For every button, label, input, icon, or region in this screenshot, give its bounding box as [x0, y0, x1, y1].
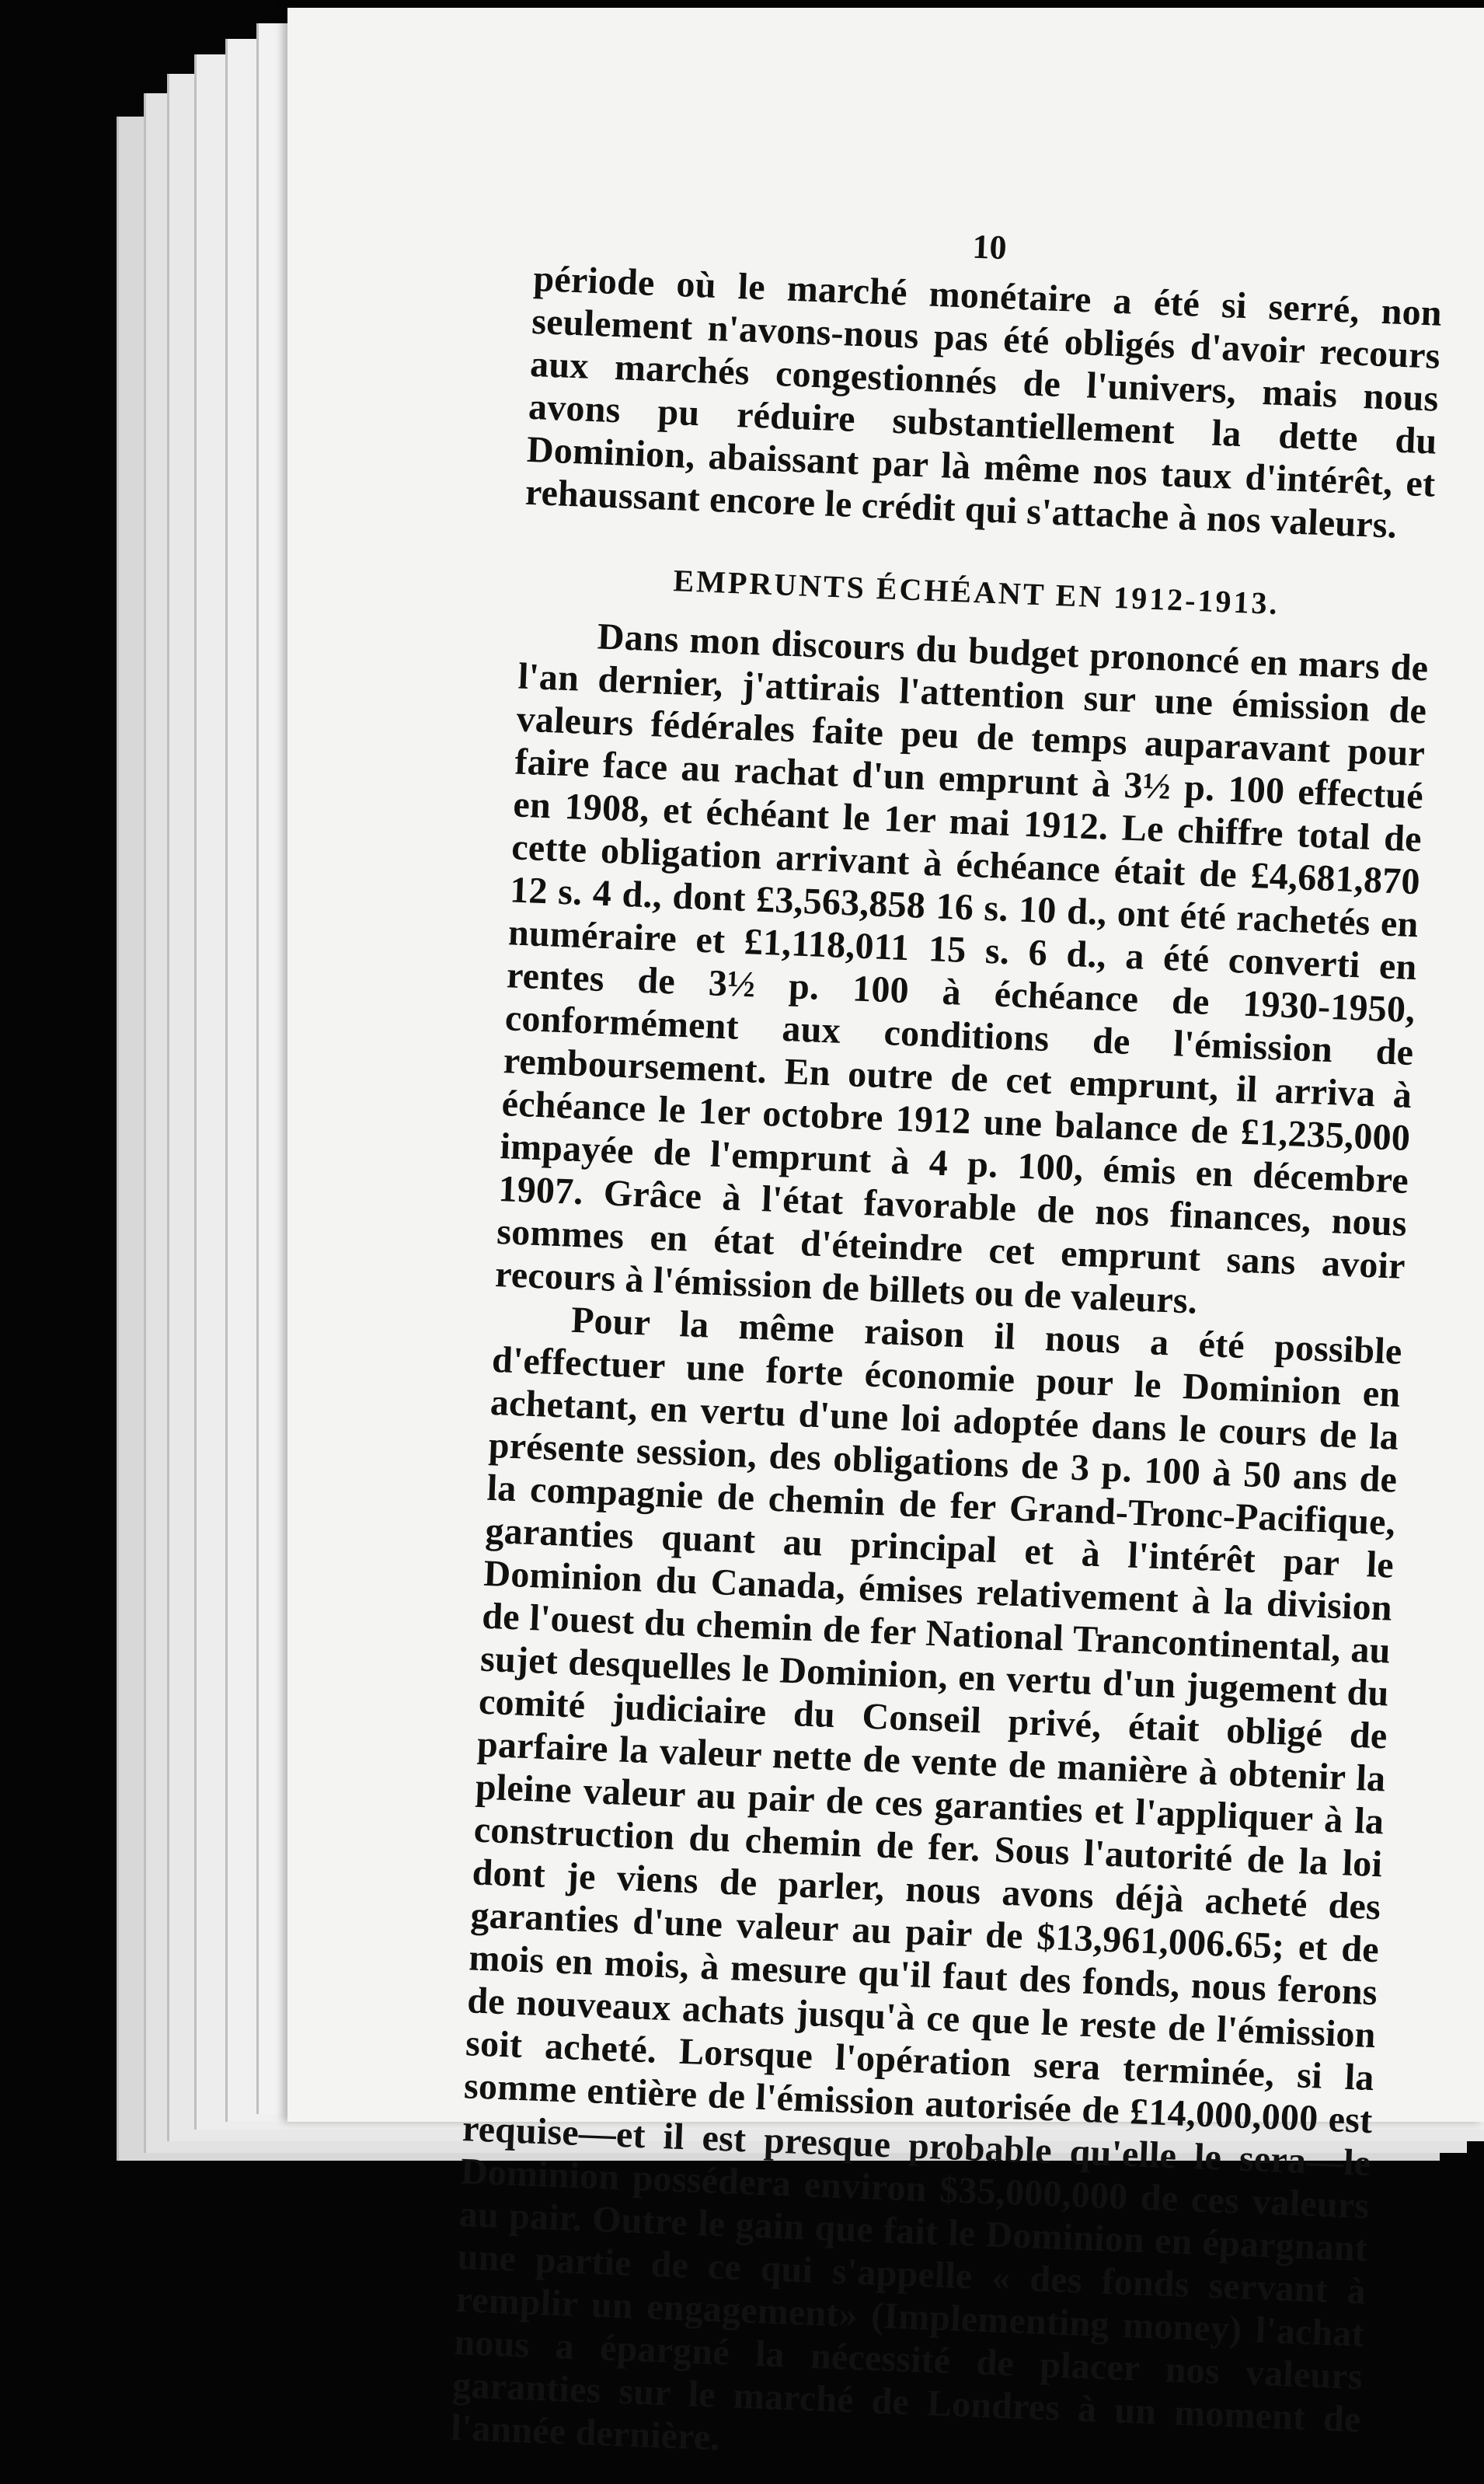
section-heading: EMPRUNTS ÉCHÉANT EN 1912-1913. — [672, 563, 1280, 622]
paragraph-2: Dans mon discours du budget prononcé en mars de l'an dernier, j'attirais l'attention sur une émission de valeurs fédérales faite peu de temps auparavant pour faire face au rachat d'un emprunt à 3½ p. 100 effectué en 1908, et échéant le 1er mai 1912. Le chiffre total de cette obligation arrivant à échéance était de £4,681,870 12 s. 4 d., dont £3,563,858 16 s. 10 d., ont été rachetés en numéraire et £1,118,011 15 s. 6 d., a été converti en rentes de 3½ p. 100 à échéance de 1930-1950, conformément aux conditions de l'émission de remboursement. En outre de cet emprunt, il arriva à échéance le 1er octobre 1912 une balance de £1,235,000 impayée de l'emprunt à 4 p. 100, émis en décembre 1907. Grâce à l'état favorable de nos finances, nous sommes en état d'éteindre cet emprunt sans avoir recours à l'émission de billets ou de valeurs. — [494, 616, 1430, 1322]
paragraph-3: Pour la même raison il nous a été possible d'effectuer une forte économie pour le Dominion en achetant, en vertu d'une loi adoptée dans le cours de la présente session, des obligations de 3 p. 100 à 50 ans de la compagnie de chemin de fer Grand-Tronc-Pacifique, garanties quant au principal et à l'intérêt par le Dominion du Canada, émises relativement à la division de l'ouest du chemin de fer National Trancontinental, au sujet desquelles le Dominion, en vertu d'un jugement du comité judiciaire du Conseil privé, était obligé de parfaire la valeur nette de vente de manière à obtenir la pleine valeur au pair de ces garanties et l'appliquer à la construction du chemin de fer. Sous l'autorité de la loi dont je viens de parler, nous avons déjà acheté des garanties d'une valeur au pair de $13,961,006.65; et de mois en mois, à mesure qu'il faut des fonds, nous ferons de nouveaux achats jusqu'à ce que le reste de l'émission soit acheté. Lorsque l'opération sera terminée, si la somme entière de l'émission autorisée de £14,000,000 est requise—et il est presque probable qu'elle le sera—le Dominion possédera environ $35,000,000 de ces valeurs au pair. Outre le gain que fait le Dominion en épargnant une partie de ce qui s'appelle « des fonds servant à remplir un engagement» (Implementing money) l'achat nous a épargné la nécessité de placer nos valeurs garanties sur le marché de Londres à un moment de l'année dernière. — [450, 1299, 1403, 2459]
page-number: 10 — [971, 227, 1008, 267]
paragraph-1: période où le marché monétaire a été si serré, non seulement n'avons-nous pas été obligés d'avoir recours aux marchés congestionnés de l'univers, mais nous avons pu réduire substantiellement la dette du Dominion, abaissant par là même nos taux d'intérêt, et rehaussant encore le crédit qui s'attache à nos valeurs. — [524, 257, 1443, 546]
document-page — [287, 8, 1484, 2459]
text-block — [450, 210, 1444, 2484]
